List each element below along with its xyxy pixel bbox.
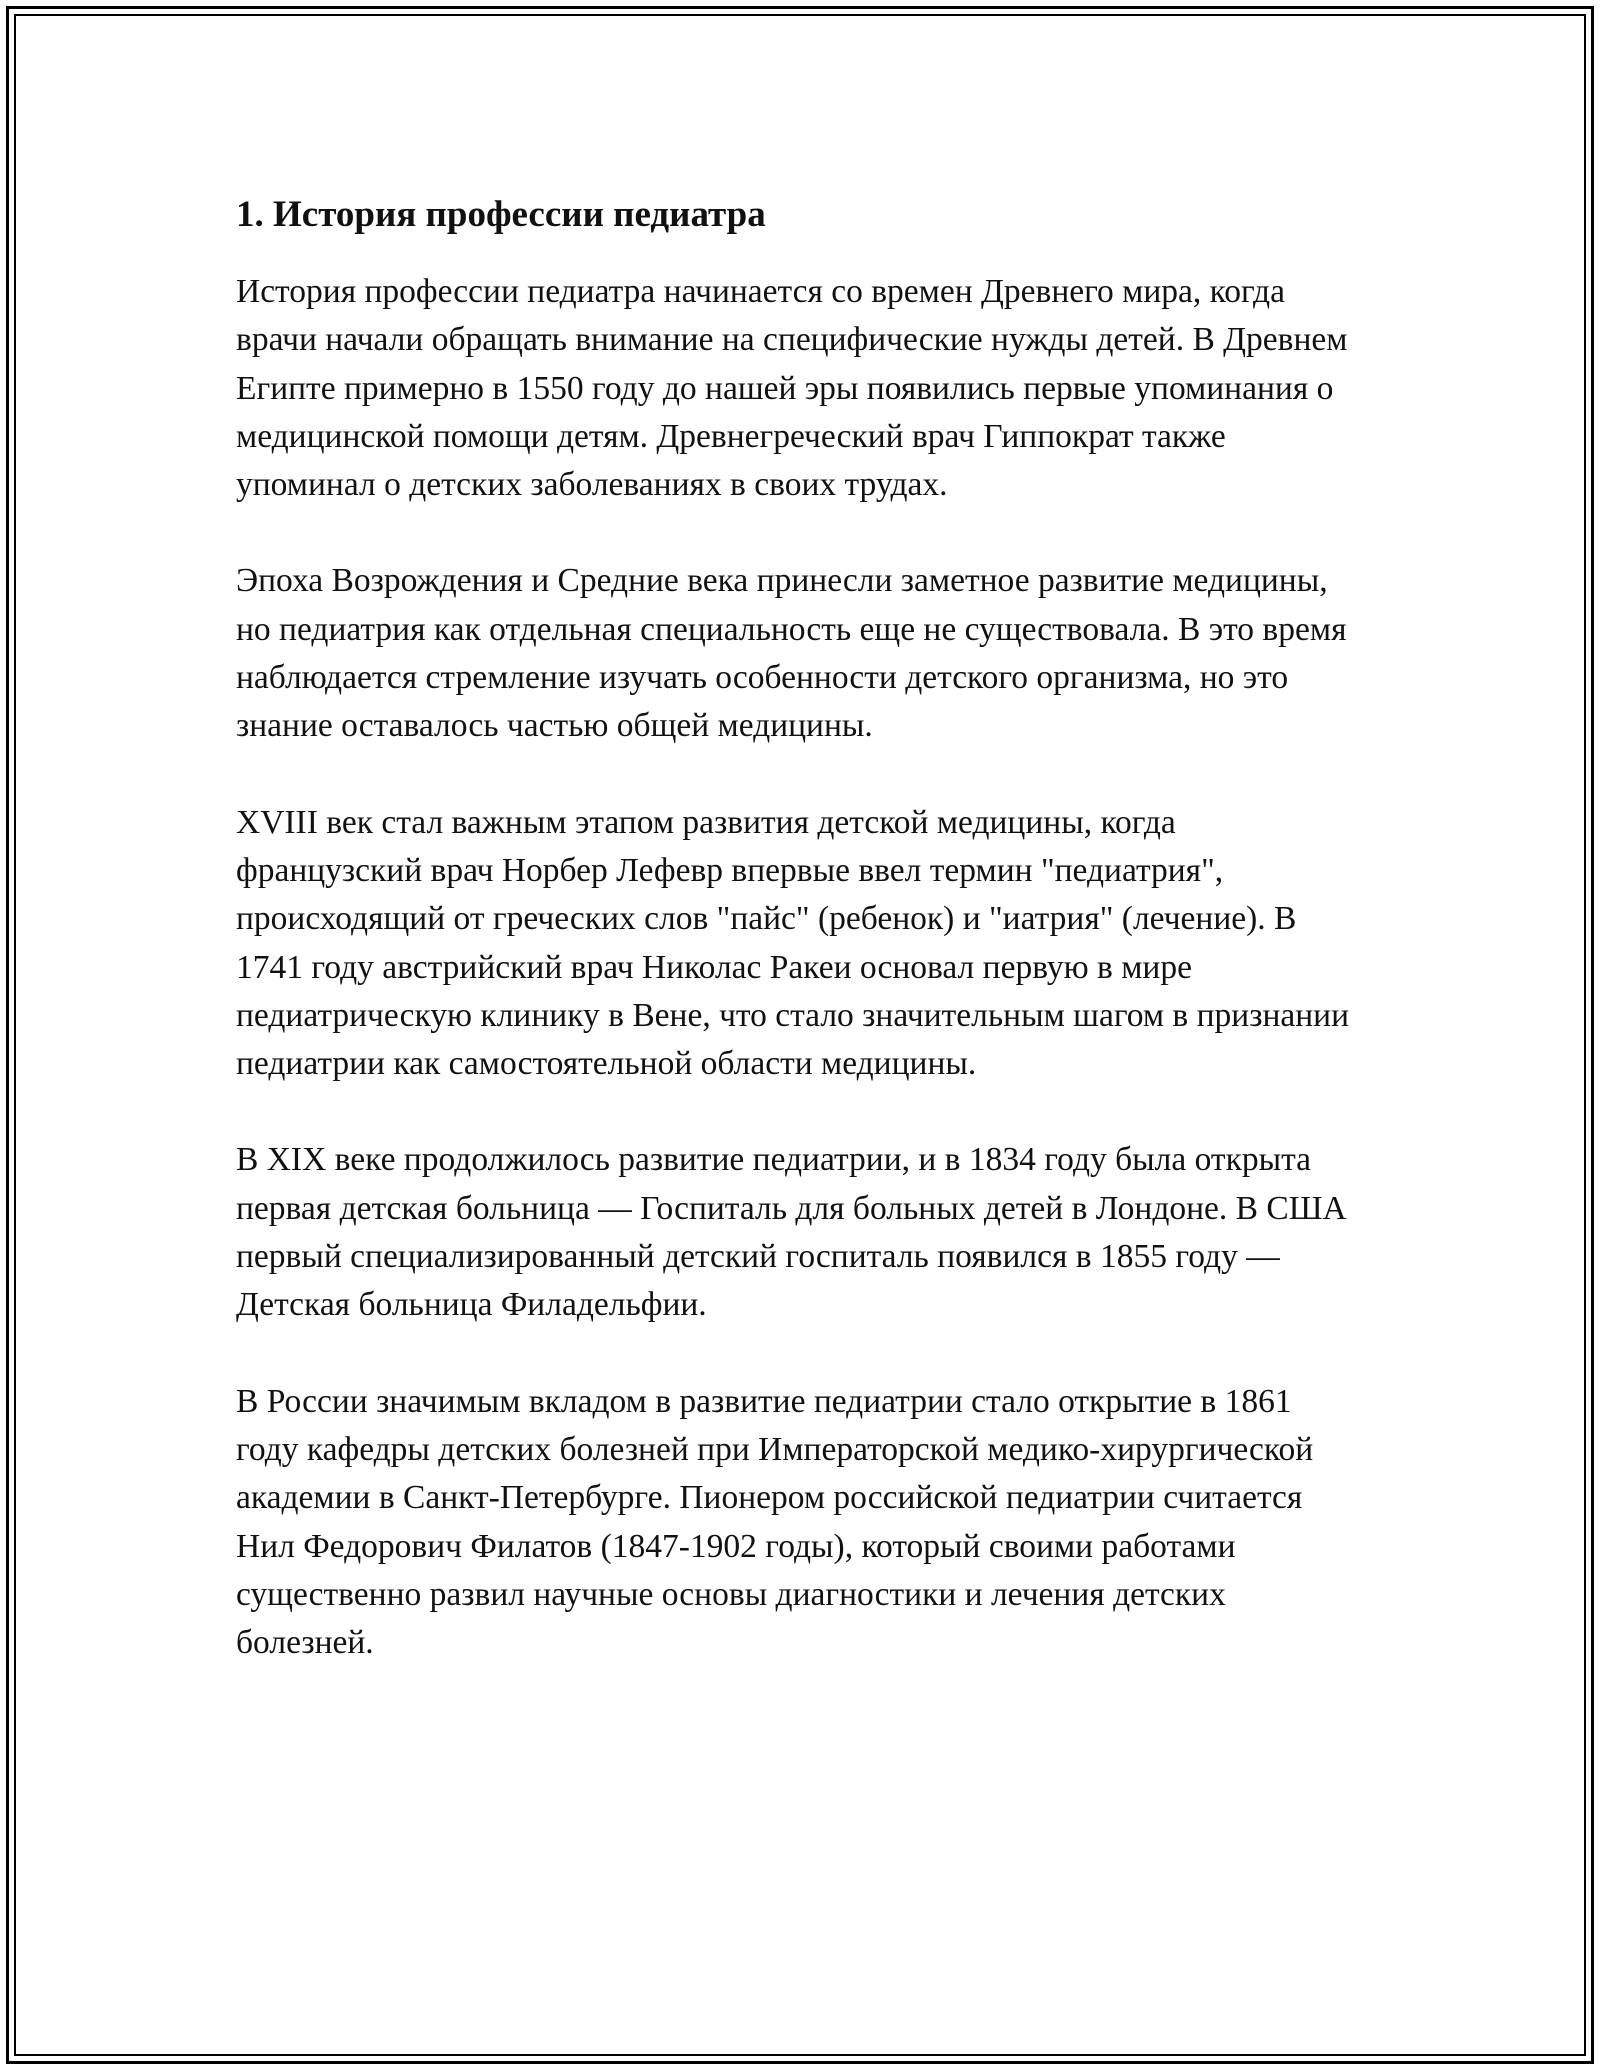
paragraph-russia: В России значимым вкладом в развитие педиатрии стало открытие в 1861 году кафедры детских болезней при Императорской медико-хирургической академии в Санкт-Петербурге. Пионером российской педиатрии считается Нил Федорович Филатов (1847-1902 годы), который своими работами существенно развил научные основы диагностики и лечения детских болезней.: [236, 1382, 1314, 1662]
section-heading: 1. История профессии педиатра: [236, 194, 766, 235]
paragraph-renaissance: Эпоха Возрождения и Средние века принесли заметное развитие медицины, но педиатрия как отдельная специальность еще не существовала. В это время наблюдается стремление изучать особенности детского организма, но это знание оставалось частью общей медицины.: [236, 562, 1347, 745]
document-body: [236, 186, 1356, 1715]
paragraph-ancient-world: История профессии педиатра начинается со времен Древнего мира, когда врачи начали обращать внимание на специфические нужды детей. В Древнем Египте примерно в 1550 году до нашей эры появились первые упоминания о медицинской помощи детям. Древнегреческий врач Гиппократ также упоминал о детских заболеваниях в своих трудах.: [236, 273, 1348, 504]
paragraph-19th-century: В XIX веке продолжилось развитие педиатрии, и в 1834 году была открыта первая детская больница — Госпиталь для больных детей в Лондоне. В США первый специализированный детский госпиталь появился в 1855 году — Детская больница Филадельфии.: [236, 1141, 1347, 1324]
paragraph-18th-century: XVIII век стал важным этапом развития детской медицины, когда французский врач Норбер Лефевр впервые ввел термин "педиатрия", происходящий от греческих слов "пайс" (ребенок) и "иатрия" (лечение). В 1741 году австрийский врач Николас Ракеи основал первую в мире педиатрическую клинику в Вене, что стало значительным шагом в признании педиатрии как самостоятельной области медицины.: [236, 803, 1350, 1083]
